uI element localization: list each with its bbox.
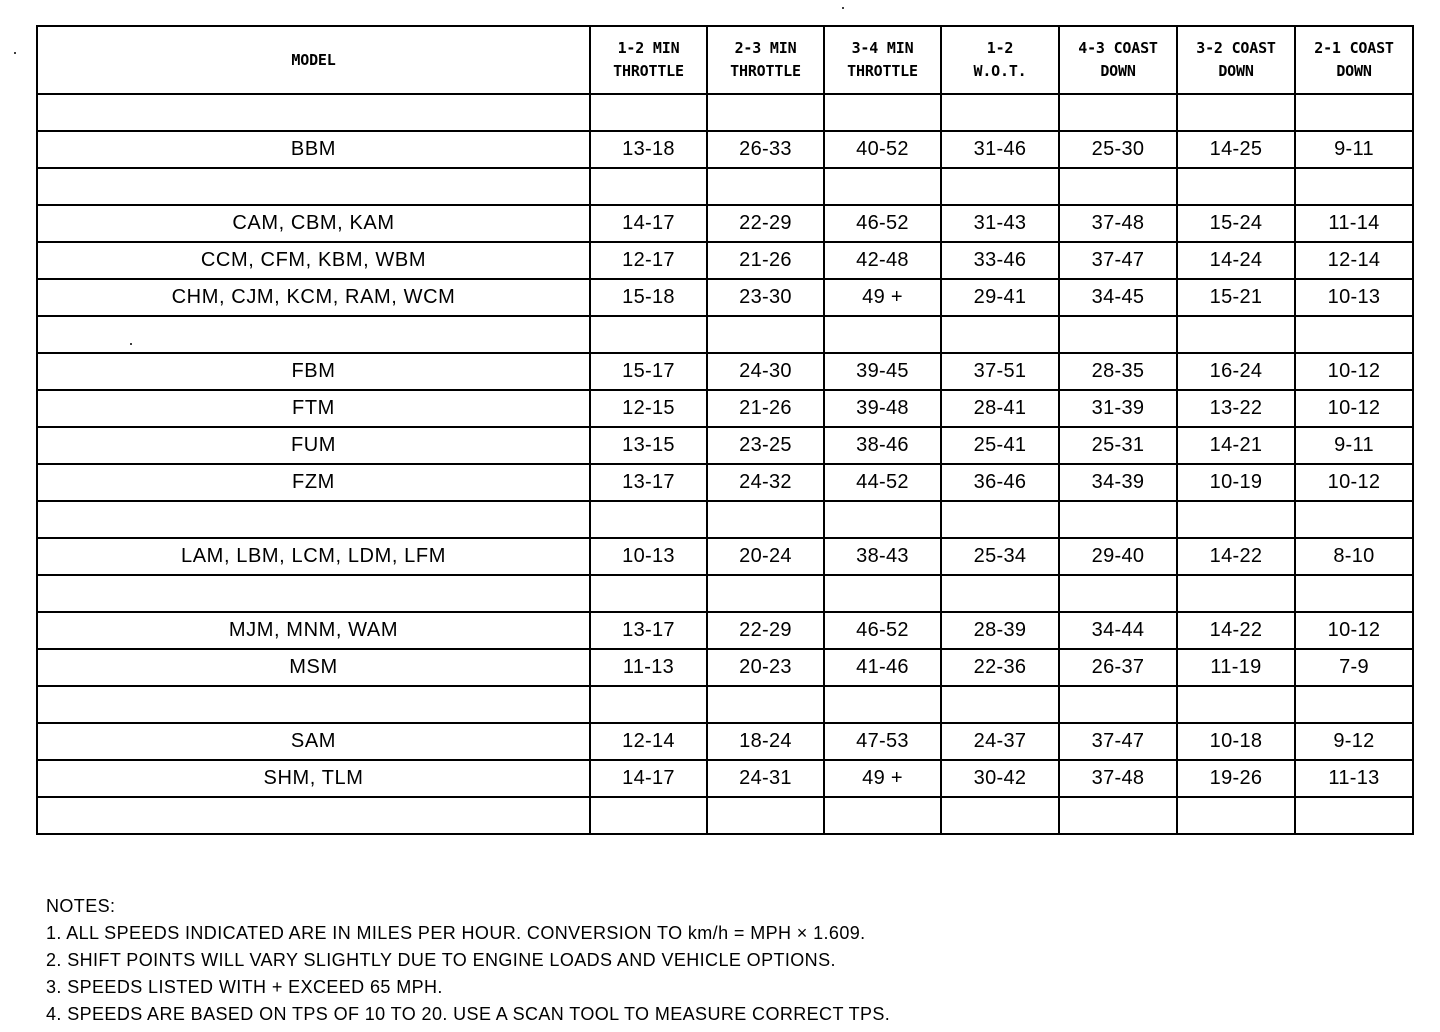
speed-cell: 10-13 — [1295, 279, 1413, 316]
speed-cell: 28-39 — [941, 612, 1059, 649]
speed-cell: 24-30 — [707, 353, 824, 390]
speed-cell: 47-53 — [824, 723, 941, 760]
speed-cell: 10-19 — [1177, 464, 1295, 501]
speed-cell: 46-52 — [824, 205, 941, 242]
speed-cell: 22-29 — [707, 205, 824, 242]
speed-cell: 37-47 — [1059, 242, 1177, 279]
table-row — [37, 649, 1413, 686]
speed-cell: 11-19 — [1177, 649, 1295, 686]
speed-cell: 23-25 — [707, 427, 824, 464]
table-row — [37, 464, 1413, 501]
empty-cell — [37, 686, 590, 723]
table-row — [37, 723, 1413, 760]
empty-cell — [824, 94, 941, 131]
empty-cell — [1059, 501, 1177, 538]
speed-cell: 21-26 — [707, 390, 824, 427]
empty-cell — [824, 686, 941, 723]
column-header-line: 3-4 MIN — [851, 39, 914, 57]
model-cell: LAM, LBM, LCM, LDM, LFM — [37, 538, 590, 575]
speed-cell: 15-17 — [590, 353, 707, 390]
shift-speed-chart — [36, 25, 1412, 835]
speed-cell: 11-13 — [590, 649, 707, 686]
table-row — [37, 279, 1413, 316]
empty-cell — [1177, 316, 1295, 353]
empty-cell — [1295, 316, 1413, 353]
speed-cell: 14-17 — [590, 205, 707, 242]
speed-cell: 8-10 — [1295, 538, 1413, 575]
speed-cell: 14-22 — [1177, 538, 1295, 575]
empty-cell — [707, 501, 824, 538]
speed-cell: 24-31 — [707, 760, 824, 797]
empty-cell — [824, 316, 941, 353]
column-header — [1177, 26, 1295, 94]
blank-row — [37, 797, 1413, 834]
speed-cell: 15-18 — [590, 279, 707, 316]
model-cell: CHM, CJM, KCM, RAM, WCM — [37, 279, 590, 316]
speed-cell: 14-21 — [1177, 427, 1295, 464]
speed-cell: 10-13 — [590, 538, 707, 575]
empty-cell — [941, 797, 1059, 834]
model-cell: FBM — [37, 353, 590, 390]
empty-cell — [1059, 94, 1177, 131]
column-header-line: 1-2 MIN — [617, 39, 680, 57]
column-header-line: 4-3 COAST — [1078, 39, 1158, 57]
speed-cell: 28-41 — [941, 390, 1059, 427]
column-header — [1295, 26, 1413, 94]
empty-cell — [941, 316, 1059, 353]
speed-cell: 37-51 — [941, 353, 1059, 390]
scan-speck — [14, 52, 16, 54]
empty-cell — [1295, 501, 1413, 538]
speed-cell: 13-18 — [590, 131, 707, 168]
speed-cell: 14-25 — [1177, 131, 1295, 168]
speed-cell: 21-26 — [707, 242, 824, 279]
empty-cell — [707, 686, 824, 723]
speed-cell: 44-52 — [824, 464, 941, 501]
speed-cell: 31-46 — [941, 131, 1059, 168]
empty-cell — [590, 686, 707, 723]
speed-cell: 39-45 — [824, 353, 941, 390]
empty-cell — [941, 501, 1059, 538]
model-cell: BBM — [37, 131, 590, 168]
speed-cell: 9-12 — [1295, 723, 1413, 760]
empty-cell — [1177, 94, 1295, 131]
empty-cell — [941, 94, 1059, 131]
speed-cell: 10-12 — [1295, 612, 1413, 649]
empty-cell — [824, 797, 941, 834]
empty-cell — [707, 168, 824, 205]
empty-cell — [37, 797, 590, 834]
blank-row — [37, 501, 1413, 538]
speed-cell: 11-14 — [1295, 205, 1413, 242]
column-header-line: 1-2 — [986, 39, 1014, 57]
shift-speed-table — [36, 25, 1414, 835]
table-row — [37, 760, 1413, 797]
column-header — [941, 26, 1059, 94]
header-row — [37, 26, 1413, 94]
note-item: 1. ALL SPEEDS INDICATED ARE IN MILES PER HOUR. CONVERSION TO km/h = MPH × 1.609. — [46, 923, 866, 943]
scan-speck — [130, 343, 132, 345]
empty-cell — [1295, 797, 1413, 834]
speed-cell: 34-44 — [1059, 612, 1177, 649]
column-header — [590, 26, 707, 94]
speed-cell: 7-9 — [1295, 649, 1413, 686]
empty-cell — [1059, 686, 1177, 723]
speed-cell: 30-42 — [941, 760, 1059, 797]
speed-cell: 13-22 — [1177, 390, 1295, 427]
empty-cell — [707, 797, 824, 834]
speed-cell: 36-46 — [941, 464, 1059, 501]
speed-cell: 20-23 — [707, 649, 824, 686]
speed-cell: 25-31 — [1059, 427, 1177, 464]
speed-cell: 10-18 — [1177, 723, 1295, 760]
empty-cell — [37, 575, 590, 612]
speed-cell: 33-46 — [941, 242, 1059, 279]
blank-row — [37, 94, 1413, 131]
empty-cell — [590, 797, 707, 834]
empty-cell — [1295, 575, 1413, 612]
empty-cell — [1059, 168, 1177, 205]
empty-cell — [941, 168, 1059, 205]
column-header-line: W.O.T. — [973, 62, 1027, 80]
speed-cell: 16-24 — [1177, 353, 1295, 390]
speed-cell: 14-17 — [590, 760, 707, 797]
speed-cell: 14-22 — [1177, 612, 1295, 649]
column-header-model — [37, 26, 590, 94]
note-item: 4. SPEEDS ARE BASED ON TPS OF 10 TO 20. USE A SCAN TOOL TO MEASURE CORRECT TPS. — [46, 1004, 891, 1024]
speed-cell: 15-24 — [1177, 205, 1295, 242]
column-header-line: THROTTLE — [847, 62, 918, 80]
model-cell: CCM, CFM, KBM, WBM — [37, 242, 590, 279]
empty-cell — [1177, 686, 1295, 723]
empty-cell — [37, 94, 590, 131]
table-row — [37, 538, 1413, 575]
speed-cell: 42-48 — [824, 242, 941, 279]
speed-cell: 10-12 — [1295, 390, 1413, 427]
speed-cell: 41-46 — [824, 649, 941, 686]
model-cell: MSM — [37, 649, 590, 686]
speed-cell: 24-37 — [941, 723, 1059, 760]
speed-cell: 13-15 — [590, 427, 707, 464]
table-row — [37, 205, 1413, 242]
speed-cell: 26-33 — [707, 131, 824, 168]
speed-cell: 39-48 — [824, 390, 941, 427]
empty-cell — [590, 316, 707, 353]
speed-cell: 46-52 — [824, 612, 941, 649]
speed-cell: 9-11 — [1295, 131, 1413, 168]
empty-cell — [1177, 501, 1295, 538]
model-cell: CAM, CBM, KAM — [37, 205, 590, 242]
empty-cell — [941, 575, 1059, 612]
empty-cell — [824, 168, 941, 205]
speed-cell: 12-15 — [590, 390, 707, 427]
speed-cell: 22-29 — [707, 612, 824, 649]
speed-cell: 25-34 — [941, 538, 1059, 575]
speed-cell: 25-41 — [941, 427, 1059, 464]
empty-cell — [1295, 686, 1413, 723]
speed-cell: 49 + — [824, 760, 941, 797]
model-cell: SHM, TLM — [37, 760, 590, 797]
speed-cell: 19-26 — [1177, 760, 1295, 797]
blank-row — [37, 575, 1413, 612]
column-header-line: DOWN — [1218, 62, 1254, 80]
column-header-line: MODEL — [291, 50, 336, 69]
speed-cell: 9-11 — [1295, 427, 1413, 464]
blank-row — [37, 686, 1413, 723]
speed-cell: 34-45 — [1059, 279, 1177, 316]
empty-cell — [707, 575, 824, 612]
note-item: 3. SPEEDS LISTED WITH + EXCEED 65 MPH. — [46, 977, 443, 997]
speed-cell: 23-30 — [707, 279, 824, 316]
column-header — [707, 26, 824, 94]
speed-cell: 12-14 — [590, 723, 707, 760]
empty-cell — [1059, 575, 1177, 612]
speed-cell: 20-24 — [707, 538, 824, 575]
empty-cell — [37, 168, 590, 205]
note-item: 2. SHIFT POINTS WILL VARY SLIGHTLY DUE TO ENGINE LOADS AND VEHICLE OPTIONS. — [46, 950, 836, 970]
empty-cell — [1295, 94, 1413, 131]
blank-row — [37, 168, 1413, 205]
empty-cell — [707, 94, 824, 131]
column-header-line: 2-3 MIN — [734, 39, 797, 57]
empty-cell — [37, 316, 590, 353]
speed-cell: 11-13 — [1295, 760, 1413, 797]
speed-cell: 31-39 — [1059, 390, 1177, 427]
speed-cell: 37-48 — [1059, 760, 1177, 797]
empty-cell — [1059, 316, 1177, 353]
speed-cell: 13-17 — [590, 464, 707, 501]
speed-cell: 26-37 — [1059, 649, 1177, 686]
speed-cell: 34-39 — [1059, 464, 1177, 501]
column-header-line: 3-2 COAST — [1196, 39, 1276, 57]
model-cell: FZM — [37, 464, 590, 501]
empty-cell — [941, 686, 1059, 723]
table-row — [37, 427, 1413, 464]
column-header-line: DOWN — [1100, 62, 1136, 80]
column-header — [824, 26, 941, 94]
table-row — [37, 131, 1413, 168]
table-body — [37, 94, 1413, 834]
speed-cell: 37-48 — [1059, 205, 1177, 242]
empty-cell — [590, 94, 707, 131]
speed-cell: 18-24 — [707, 723, 824, 760]
speed-cell: 49 + — [824, 279, 941, 316]
speed-cell: 38-46 — [824, 427, 941, 464]
column-header-line: THROTTLE — [613, 62, 684, 80]
empty-cell — [707, 316, 824, 353]
column-header-line: 2-1 COAST — [1314, 39, 1394, 57]
empty-cell — [1177, 797, 1295, 834]
notes-title: NOTES: — [46, 896, 116, 916]
speed-cell: 24-32 — [707, 464, 824, 501]
speed-cell: 38-43 — [824, 538, 941, 575]
speed-cell: 14-24 — [1177, 242, 1295, 279]
speed-cell: 10-12 — [1295, 353, 1413, 390]
empty-cell — [824, 501, 941, 538]
empty-cell — [1059, 797, 1177, 834]
model-cell: FTM — [37, 390, 590, 427]
table-row — [37, 390, 1413, 427]
empty-cell — [590, 501, 707, 538]
table-row — [37, 612, 1413, 649]
speed-cell: 28-35 — [1059, 353, 1177, 390]
model-cell: MJM, MNM, WAM — [37, 612, 590, 649]
table-row — [37, 353, 1413, 390]
empty-cell — [1177, 575, 1295, 612]
speed-cell: 25-30 — [1059, 131, 1177, 168]
speed-cell: 12-17 — [590, 242, 707, 279]
speed-cell: 31-43 — [941, 205, 1059, 242]
empty-cell — [1295, 168, 1413, 205]
speed-cell: 29-41 — [941, 279, 1059, 316]
column-header-line: DOWN — [1336, 62, 1372, 80]
empty-cell — [824, 575, 941, 612]
speed-cell: 12-14 — [1295, 242, 1413, 279]
speed-cell: 13-17 — [590, 612, 707, 649]
speed-cell: 22-36 — [941, 649, 1059, 686]
notes-section — [46, 893, 1426, 1028]
empty-cell — [37, 501, 590, 538]
empty-cell — [590, 575, 707, 612]
column-header-line: THROTTLE — [730, 62, 801, 80]
model-cell: FUM — [37, 427, 590, 464]
blank-row — [37, 316, 1413, 353]
table-row — [37, 242, 1413, 279]
empty-cell — [590, 168, 707, 205]
speed-cell: 37-47 — [1059, 723, 1177, 760]
speed-cell: 29-40 — [1059, 538, 1177, 575]
empty-cell — [1177, 168, 1295, 205]
speed-cell: 40-52 — [824, 131, 941, 168]
column-header — [1059, 26, 1177, 94]
speed-cell: 15-21 — [1177, 279, 1295, 316]
speed-cell: 10-12 — [1295, 464, 1413, 501]
model-cell: SAM — [37, 723, 590, 760]
scan-speck — [842, 7, 844, 9]
